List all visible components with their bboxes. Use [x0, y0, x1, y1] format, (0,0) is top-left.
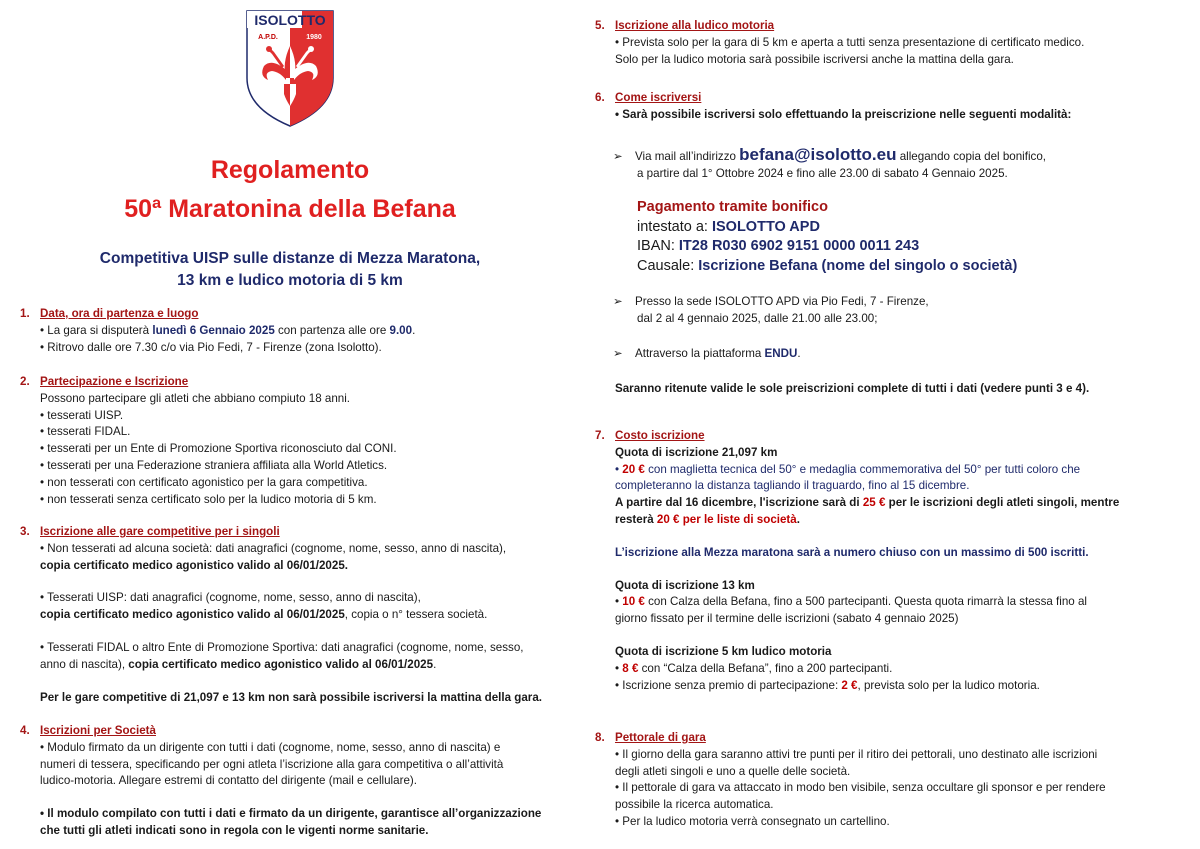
logo-year-text: 1980 [306, 34, 322, 41]
quota-21km-l1: • 20 € con maglietta tecnica del 50° e medaglia commemorativa del 50° per tutti coloro che [615, 462, 1081, 476]
section-5 [595, 18, 1085, 68]
quota-13km-l1: • 10 € con Calza della Befana, fino a 500 partecipanti. Questa quota rimarrà la stessa fino al [615, 595, 1087, 609]
section-1 [20, 306, 416, 356]
section-1-heading: 1. Data, ora di partenza e luogo [20, 307, 199, 320]
subtitle-line1: Competitiva UISP sulle distanze di Mezza Maratona, [99, 250, 481, 267]
section-2 [20, 374, 397, 508]
section-3 [20, 524, 542, 706]
isolotto-logo [244, 8, 336, 128]
section-5-l2: Solo per la ludico motoria sarà possibile iscriversi anche la mattina della gara. [615, 52, 1014, 66]
section-8-heading: 8. Pettorale di gara [595, 731, 706, 744]
section-6-note: Saranno ritenute valide le sole preiscrizioni complete di tutti i dati (vedere punti 3 e 4). [615, 381, 1090, 395]
section-3-c2: anno di nascita), copia certificato medico agonistico valido al 06/01/2025. [40, 657, 437, 671]
section-6-intro: • Sarà possibile iscriversi solo effettuando la preiscrizione nelle seguenti modalità: [615, 107, 1072, 121]
quota-21km-l3: A partire dal 16 dicembre, l'iscrizione sarà di 25 € per le iscrizioni degli atleti singoli, mentre [615, 496, 1120, 510]
section-3-b2: copia certificato medico agonistico valido al 06/01/2025, copia o n° tessera società. [40, 608, 488, 622]
arrow-bullet-icon: ➢ [613, 346, 623, 360]
arrow-bullet-icon: ➢ [613, 149, 623, 163]
quota-21km-title: Quota di iscrizione 21,097 km [615, 445, 778, 459]
method-email-dates: a partire dal 1° Ottobre 2024 e fino alle 23.00 di sabato 4 Gennaio 2025. [637, 166, 1008, 180]
quota-21km-l2: completeranno la distanza tagliando il traguardo, fino al 15 dicembre. [615, 479, 970, 493]
list-item: • non tesserati senza certificato solo per la ludico motoria di 5 km. [40, 492, 377, 506]
payment-box [637, 198, 1089, 276]
section-2-intro: Possono partecipare gli atleti che abbiano compiuto 18 anni. [40, 391, 351, 405]
section-5-heading: 5. Iscrizione alla ludico motoria [595, 19, 775, 32]
section-8-l1: • Il giorno della gara saranno attivi tre punti per il ritiro dei pettorali, uno destinato alle iscrizioni [615, 747, 1098, 761]
section-4-a1: • Modulo firmato da un dirigente con tutti i dati (cognome, nome, sesso, anno di nascita) e [40, 740, 501, 754]
method-office-dates: dal 2 al 4 gennaio 2025, dalle 21.00 alle 23.00; [637, 312, 878, 326]
section-6-heading: 6. Come iscriversi [595, 91, 702, 104]
section-3-note: Per le gare competitive di 21,097 e 13 km non sarà possibile iscriversi la mattina della gara. [40, 690, 542, 704]
quota-21km-l4: resterà 20 € per le liste di società. [615, 512, 800, 526]
page-title-line2: 50ª Maratonina della Befana [124, 195, 456, 223]
method-office: ➢ Presso la sede ISOLOTTO APD via Pio Fedi, 7 - Firenze, [637, 294, 1089, 311]
quota-5km-l1: • 8 € con “Calza della Befana”, fino a 200 partecipanti. [615, 661, 893, 675]
section-4-b2: che tutti gli atleti indicati sono in regola con le vigenti norme sanitarie. [40, 823, 429, 837]
section-5-l1: • Prevista solo per la gara di 5 km e aperta a tutti senza presentazione di certificato medico. [615, 35, 1085, 49]
arrow-bullet-icon: ➢ [613, 295, 623, 309]
list-item: • tesserati UISP. [40, 408, 124, 422]
section-3-a1: • Non tesserati ad alcuna società: dati anagrafici (cognome, nome, sesso, anno di nascita), [40, 541, 507, 555]
payment-beneficiary: intestato a: ISOLOTTO APD [637, 218, 820, 235]
list-item: • non tesserati con certificato agonistico per la gara competitiva. [40, 475, 368, 489]
email-link[interactable]: befana@isolotto.eu [739, 144, 897, 164]
section-3-b1: • Tesserati UISP: dati anagrafici (cognome, nome, sesso, anno di nascita), [40, 591, 421, 605]
list-item: • tesserati FIDAL. [40, 425, 131, 439]
logo-name-text: ISOLOTTO [254, 12, 326, 28]
section-1-line-1: • La gara si disputerà lunedì 6 Gennaio 2025 con partenza alle ore 9.00. [40, 323, 416, 337]
logo-apd-text: A.P.D. [258, 34, 278, 41]
page-title-line1: Regolamento [210, 156, 370, 184]
section-8-l2: degli atleti singoli e uno a quelle delle società. [615, 764, 851, 778]
section-8-l3: • Il pettorale di gara va attaccato in modo ben visibile, senza occultare gli sponsor e per rendere [615, 781, 1106, 795]
section-2-heading: 2. Partecipazione e Iscrizione [20, 375, 189, 388]
method-endu: ➢ Attraverso la piattaforma ENDU. [637, 346, 1089, 363]
endu-link[interactable]: ENDU [764, 346, 798, 360]
section-8-l5: • Per la ludico motoria verrà consegnato un cartellino. [615, 814, 890, 828]
section-4-a3: ludico-motoria. Allegare estremi di contatto del dirigente (mail e cellulare). [40, 774, 417, 788]
section-7 [595, 428, 1120, 694]
section-3-heading: 3. Iscrizione alle gare competitive per i singoli [20, 525, 280, 538]
payment-iban: IBAN: IT28 R030 6902 9151 0000 0011 243 [637, 238, 920, 255]
section-1-line-2: • Ritrovo dalle ore 7.30 c/o via Pio Fedi, 7 - Firenze (zona Isolotto). [40, 340, 382, 354]
section-4-a2: numeri di tessera, specificando per ogni atleta l’iscrizione alla gara competitiva o all’attività [40, 757, 504, 771]
payment-title: Pagamento tramite bonifico [637, 199, 828, 216]
max-participants: L’iscrizione alla Mezza maratona sarà a numero chiuso con un massimo di 500 iscritti. [615, 545, 1089, 559]
section-4-b1: • Il modulo compilato con tutti i dati e firmato da un dirigente, garantisce all’organizzazione [40, 807, 542, 821]
payment-causale: Causale: Iscrizione Befana (nome del singolo o società) [637, 257, 1018, 274]
section-3-a2: copia certificato medico agonistico valido al 06/01/2025. [40, 558, 348, 572]
section-4 [20, 723, 542, 840]
section-6 [595, 90, 1090, 398]
quota-5km-title: Quota di iscrizione 5 km ludico motoria [615, 644, 832, 658]
section-7-heading: 7. Costo iscrizione [595, 429, 705, 442]
list-item: • tesserati per un Ente di Promozione Sportiva riconosciuto dal CONI. [40, 442, 397, 456]
section-4-heading: 4. Iscrizioni per Società [20, 724, 156, 737]
section-3-c1: • Tesserati FIDAL o altro Ente di Promozione Sportiva: dati anagrafici (cognome, nome, sesso, [40, 640, 524, 654]
method-email: ➢ Via mail all’indirizzo befana@isolotto.eu allegando copia del bonifico, [613, 144, 1047, 164]
quota-5km-l2: • Iscrizione senza premio di partecipazione: 2 €, prevista solo per la ludico motoria. [615, 678, 1040, 692]
subtitle-line2: 13 km e ludico motoria di 5 km [177, 272, 403, 289]
quota-13km-l2: giorno fissato per il termine delle iscrizioni (sabato 4 gennaio 2025) [615, 612, 959, 626]
quota-13km-title: Quota di iscrizione 13 km [615, 578, 755, 592]
list-item: • tesserati per una Federazione straniera affiliata alla World Atletics. [40, 458, 388, 472]
section-8-l4: possibile la ricerca automatica. [615, 798, 774, 812]
section-8 [595, 730, 1106, 831]
